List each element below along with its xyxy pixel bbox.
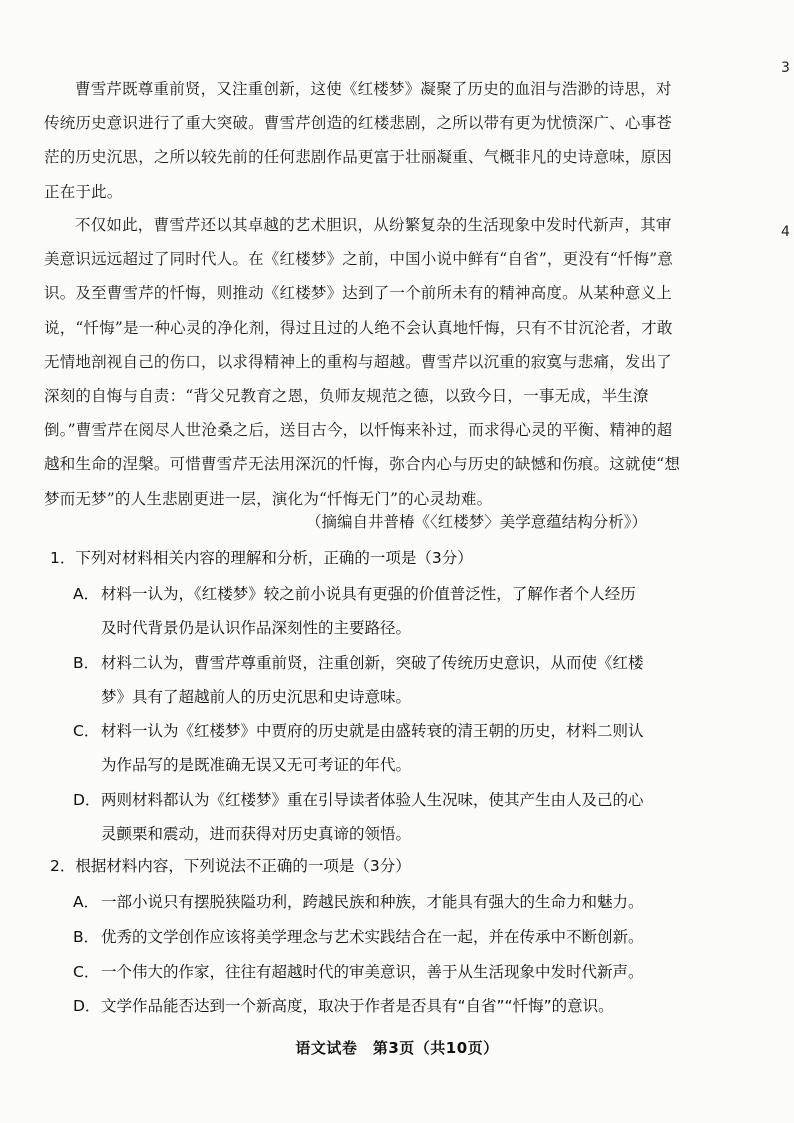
margin-page-mark-secondary: 4 xyxy=(781,224,790,240)
question-2-option-a xyxy=(73,886,683,920)
option-letter: A． xyxy=(73,893,100,911)
option-letter: C． xyxy=(73,722,100,740)
option-letter: D． xyxy=(73,997,101,1015)
margin-page-mark: 3 xyxy=(781,60,790,76)
passage-paragraph-2: 不仅如此，曹雪芹还以其卓越的艺术胆识，从纷繁复杂的生活现象中发时代新声，其审美意识远远超过了同时代人。在《红楼梦》之前，中国小说中鲜有“自省”，更没有“忏悔”意识。及至曹雪芹的忏悔，则推动《红楼梦》达到了一个前所未有的精神高度。从某种意义上说，“忏悔”是一种心灵的净化剂，得过且过的人绝不会认真地忏悔，只有不甘沉沦者，才敢无情地剖视自己的伤口，以求得精神上的重构与超越。曹雪芹以沉重的寂寞与悲痛，发出了深刻的自悔与自责：“背父兄教育之恩，负师友规范之德，以致今日，一事无成，半生潦倒。”曹雪芹在阅尽人世沧桑之后，送目古今，以忏悔来补过，而求得心灵的平衡、精神的超越和生命的涅槃。可惜曹雪芹无法用深沉的忏悔，弥合内心与历史的缺憾和伤痕。这就使“想梦而无梦”的人生悲剧更进一层，演化为“忏悔无门”的心灵劫难。 xyxy=(44,216,681,508)
option-text-line-2: 灵颤栗和震动，进而获得对历史真谛的领悟。 xyxy=(101,824,412,843)
option-letter: C． xyxy=(73,963,100,981)
option-letter: A． xyxy=(73,585,100,603)
option-text: 优秀的文学创作应该将美学理念与艺术实践结合在一起，并在传承中不断创新。 xyxy=(101,928,644,946)
question-1-stem: 1．下列对材料相关内容的理解和分析，正确的一项是（3分） xyxy=(50,549,473,567)
passage-source: （摘编自井普椿《〈红楼梦〉美学意蕴结构分析》） xyxy=(306,513,648,531)
question-1-option-c xyxy=(73,715,683,782)
question-2-option-b xyxy=(73,921,683,955)
option-text: 文学作品能否达到一个新高度，取决于作者是否具有“自省”“忏悔”的意识。 xyxy=(101,997,614,1015)
option-text-line-1: 材料一认为《红楼梦》中贾府的历史就是由盛转衰的清王朝的历史，材料二则认 xyxy=(101,722,644,740)
option-text: 一部小说只有摆脱狭隘功利，跨越民族和种族，才能具有强大的生命力和魅力。 xyxy=(101,893,644,911)
option-letter: B． xyxy=(73,654,100,672)
option-text-line-2: 为作品写的是既准确无误又无可考证的年代。 xyxy=(101,755,412,774)
option-text-line-1: 材料二认为，曹雪芹尊重前贤，注重创新，突破了传统历史意识，从而使《红楼 xyxy=(101,654,644,672)
question-2-option-d xyxy=(73,990,683,1024)
option-text: 一个伟大的作家，往往有超越时代的审美意识，善于从生活现象中发时代新声。 xyxy=(101,963,644,981)
option-text-line-2: 梦》具有了超越前人的历史沉思和史诗意味。 xyxy=(101,687,412,706)
question-1-option-d xyxy=(73,784,683,851)
question-2-option-c xyxy=(73,956,683,990)
question-2-stem: 2．根据材料内容，下列说法不正确的一项是（3分） xyxy=(50,857,411,875)
option-letter: D． xyxy=(73,791,101,809)
option-text-line-1: 两则材料都认为《红楼梦》重在引导读者体验人生况味，使其产生由人及己的心 xyxy=(101,791,644,809)
page-footer: 语文试卷 第3页（共10页） xyxy=(295,1039,499,1057)
option-text-line-2: 及时代背景仍是认识作品深刻性的主要路径。 xyxy=(101,618,412,637)
question-1-option-b xyxy=(73,647,683,714)
option-letter: B． xyxy=(73,928,100,946)
question-1-option-a xyxy=(73,578,683,645)
passage-paragraph-1: 曹雪芹既尊重前贤，又注重创新，这使《红楼梦》凝聚了历史的血泪与浩渺的诗思，对传统历史意识进行了重大突破。曹雪芹创造的红楼悲剧，之所以带有更为忧愤深广、心事苍茫的历史沉思，之所以较先前的任何悲剧作品更富于壮丽凝重、气概非凡的史诗意味，原因正在于此。 xyxy=(44,80,673,201)
option-text-line-1: 材料一认为，《红楼梦》较之前小说具有更强的价值普泛性，了解作者个人经历 xyxy=(101,585,636,603)
